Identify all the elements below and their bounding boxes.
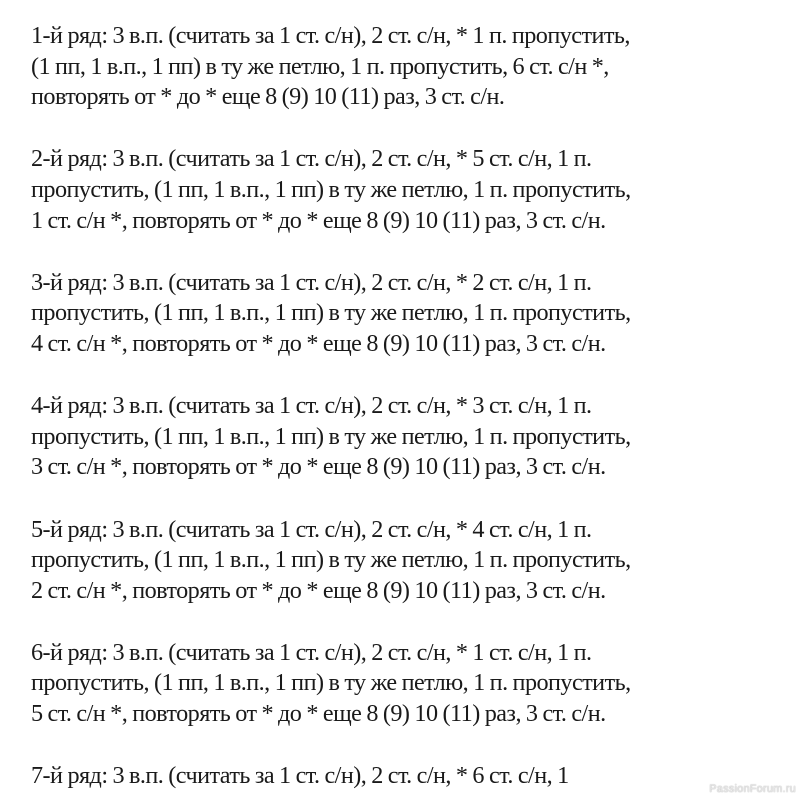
row-3-paragraph bbox=[31, 268, 791, 360]
paragraph-gap bbox=[31, 730, 791, 762]
text-line: 3-й ряд: 3 в.п. (считать за 1 ст. с/н), 2 ст. с/н, * 2 ст. с/н, 1 п. bbox=[31, 268, 592, 296]
text-line: 5 ст. с/н *, повторять от * до * еще 8 (9) 10 (11) раз, 3 ст. с/н. bbox=[31, 700, 606, 728]
paragraph-gap bbox=[31, 483, 791, 515]
paragraph-gap bbox=[31, 113, 791, 145]
text-line: пропустить, (1 пп, 1 в.п., 1 пп) в ту же петлю, 1 п. пропустить, bbox=[31, 546, 631, 574]
text-line: 5-й ряд: 3 в.п. (считать за 1 ст. с/н), 2 ст. с/н, * 4 ст. с/н, 1 п. bbox=[31, 515, 592, 543]
text-line: 1 ст. с/н *, повторять от * до * еще 8 (9) 10 (11) раз, 3 ст. с/н. bbox=[31, 206, 606, 234]
paragraph-gap bbox=[31, 236, 791, 268]
row-6-paragraph bbox=[31, 638, 791, 730]
knitting-instructions bbox=[31, 21, 791, 792]
row-2-paragraph bbox=[31, 144, 791, 236]
paragraph-gap bbox=[31, 360, 791, 392]
text-line: 2-й ряд: 3 в.п. (считать за 1 ст. с/н), 2 ст. с/н, * 5 ст. с/н, 1 п. bbox=[31, 145, 592, 173]
text-line: 1-й ряд: 3 в.п. (считать за 1 ст. с/н), 2 ст. с/н, * 1 п. пропустить, bbox=[31, 22, 630, 49]
text-line: повторять от * до * еще 8 (9) 10 (11) раз, 3 ст. с/н. bbox=[31, 83, 505, 111]
text-line: 3 ст. с/н *, повторять от * до * еще 8 (9) 10 (11) раз, 3 ст. с/н. bbox=[31, 453, 606, 481]
paragraph-gap bbox=[31, 606, 791, 638]
text-line: (1 пп, 1 в.п., 1 пп) в ту же петлю, 1 п. пропустить, 6 ст. с/н *, bbox=[31, 52, 609, 80]
text-line: 4 ст. с/н *, повторять от * до * еще 8 (9) 10 (11) раз, 3 ст. с/н. bbox=[31, 329, 606, 357]
site-watermark: PassionForum.ru bbox=[709, 783, 796, 795]
text-line: 4-й ряд: 3 в.п. (считать за 1 ст. с/н), 2 ст. с/н, * 3 ст. с/н, 1 п. bbox=[31, 392, 592, 420]
text-line: пропустить, (1 пп, 1 в.п., 1 пп) в ту же петлю, 1 п. пропустить, bbox=[31, 422, 631, 450]
row-5-paragraph bbox=[31, 515, 791, 607]
text-line: пропустить, (1 пп, 1 в.п., 1 пп) в ту же петлю, 1 п. пропустить, bbox=[31, 175, 631, 203]
text-line: пропустить, (1 пп, 1 в.п., 1 пп) в ту же петлю, 1 п. пропустить, bbox=[31, 669, 631, 697]
text-line: 6-й ряд: 3 в.п. (считать за 1 ст. с/н), 2 ст. с/н, * 1 ст. с/н, 1 п. bbox=[31, 638, 592, 666]
row-1-paragraph bbox=[31, 21, 791, 113]
row-4-paragraph bbox=[31, 391, 791, 483]
row-7-paragraph bbox=[31, 761, 791, 792]
text-line: 7-й ряд: 3 в.п. (считать за 1 ст. с/н), 2 ст. с/н, * 6 ст. с/н, 1 bbox=[31, 762, 569, 790]
text-line: 2 ст. с/н *, повторять от * до * еще 8 (9) 10 (11) раз, 3 ст. с/н. bbox=[31, 576, 606, 604]
text-line: пропустить, (1 пп, 1 в.п., 1 пп) в ту же петлю, 1 п. пропустить, bbox=[31, 299, 631, 327]
